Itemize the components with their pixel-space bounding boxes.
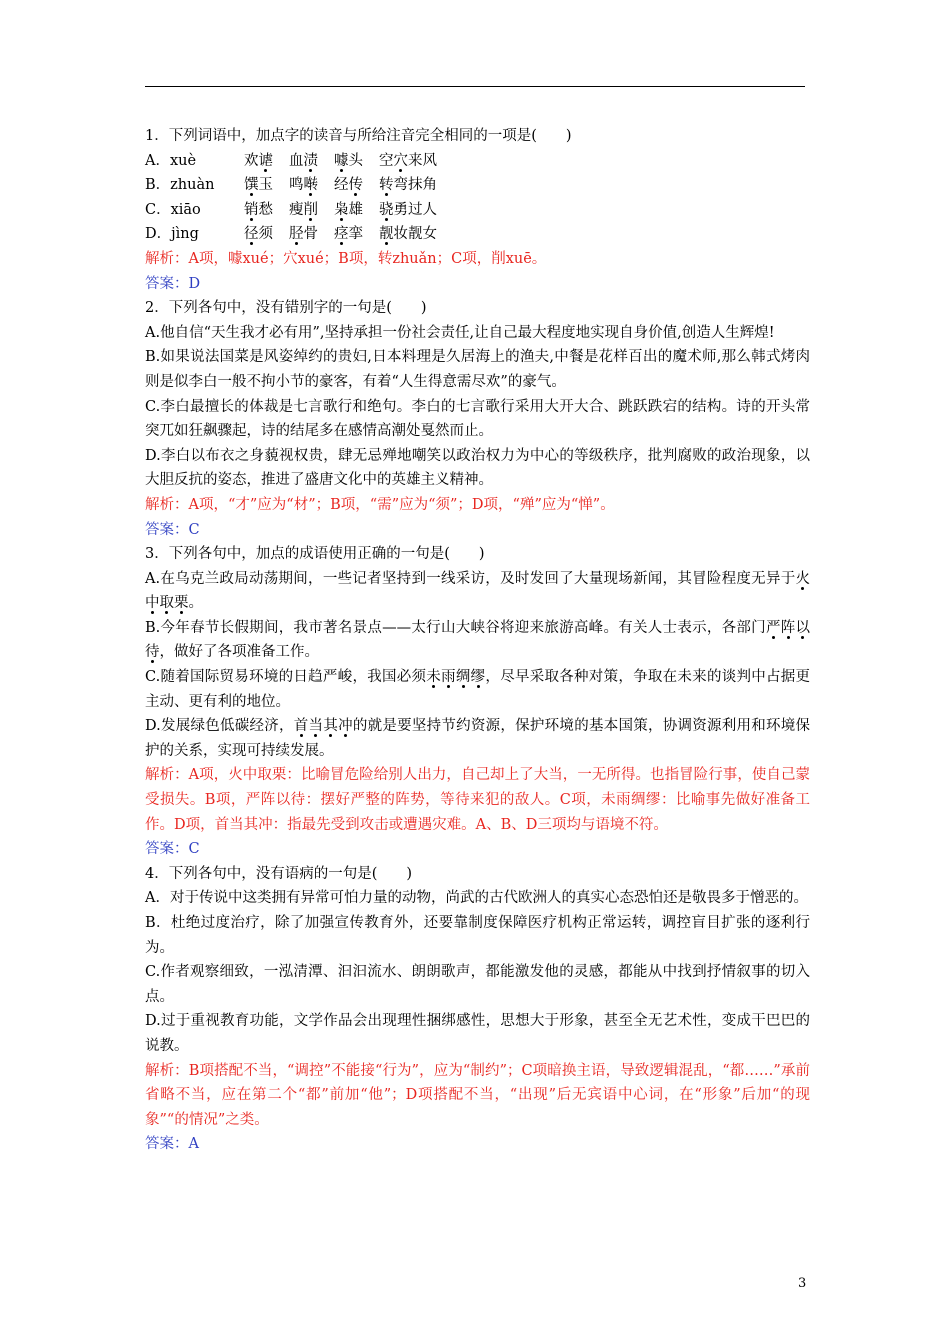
q4-stem: 4．下列各句中，没有语病的一句是( ) [145, 865, 413, 882]
q3-option-a [145, 567, 810, 616]
dotted-char: 骁 [379, 201, 394, 218]
dotted-char: 转 [379, 177, 394, 194]
q4-option-d: D.过于重视教育功能，文学作品会出现理性捆绑感性，思想大于形象，甚至全无艺术性，变成干巴巴的说教。 [145, 1013, 810, 1054]
q3-d-text-end: 的就是要坚持节约资源，保护环境的基本国策，协调资源利用和环境保护的关系，实现可持续发展。 [145, 718, 811, 759]
q1-word: 骁勇过人 [379, 201, 437, 218]
q3-answer: 答案：C [145, 841, 200, 858]
q1-word: 胫骨 [289, 226, 318, 243]
q3-c-text: C.随着国际贸易环境的日趋严峻，我国必须 [145, 669, 427, 686]
q4-option-b: B．杜绝过度治疗，除了加强宣传教育外，还要靠制度保障医疗机构正常运转，调控盲目扩张的逐利行为。 [145, 915, 810, 956]
q3-c-text-end: ，尽早采取各种对策，争取在未来的谈判中占据更主动、更有利的地位。 [145, 669, 811, 710]
dotted-char: 缪 [470, 669, 486, 686]
q2-option-b: B.如果说法国菜是风姿绰约的贵妇,日本料理是久居海上的渔夫,中餐是花样百出的魔术师,那么韩式烤肉则是似李白一般不拘小节的豪客，有着“人生得意需尽欢”的豪气。 [145, 349, 810, 390]
q2-option-c: C.李白最擅长的体裁是七言歌行和绝句。李白的七言歌行采用大开大合、跳跃跌宕的结构。诗的开头常突兀如狂飙骤起，诗的结尾多在感情高潮处戛然而止。 [145, 398, 810, 440]
q1-option-row [145, 173, 810, 198]
dotted-char: 胫 [289, 226, 304, 243]
q2-option-d: D.李白以布衣之身藐视权贵，肆无忌殚地嘲笑以政治权力为中心的等级秩序，批判腐败的政治现象，以大胆反抗的姿态，推进了盛唐文化中的英雄主义精神。 [145, 447, 810, 489]
q2-analysis: 解析：A项，“才”应为“材”；B项，“需”应为“须”；D项，“殚”应为“惮”。 [145, 496, 615, 513]
q1-option-row [145, 149, 810, 174]
q3-b-text-end: ，做好了各项准备工作。 [159, 644, 319, 661]
q3-d-text: D.发展绿色低碳经济， [145, 718, 294, 735]
dotted-char: 啭 [303, 177, 318, 194]
q2-option-a: A.他自信“天生我才必有用”,坚持承担一份社会责任,让自己最大程度地实现自身价值,创造人生辉煌! [145, 324, 775, 341]
dotted-char: 火 [795, 570, 810, 587]
q3-b-text: B.今年春节长假期间，我市著名景点——太行山大峡谷将迎来旅游高峰。有关人士表示，各部门 [145, 619, 766, 636]
q1-answer: 答案：D [145, 275, 201, 292]
q3-c-idiom [426, 669, 485, 685]
page-number: 3 [798, 1276, 807, 1291]
dotted-char: 未 [426, 669, 442, 686]
q1-options [145, 149, 810, 247]
q1-analysis: 解析：A项，噱xué；穴xué；B项，转zhuǎn；C项，削xuē。 [145, 250, 547, 267]
q1-option-label: B．zhuàn [145, 177, 215, 194]
q4-answer: 答案：A [145, 1136, 199, 1153]
q1-word: 馔玉 [244, 177, 273, 194]
q1-word: 销愁 [244, 201, 273, 218]
q1-option-row [145, 198, 810, 223]
dotted-char: 其 [323, 718, 339, 735]
dotted-char: 痉 [334, 226, 349, 243]
q1-word: 血渍 [289, 152, 318, 169]
dotted-char: 枭 [334, 201, 349, 218]
q1-option-label: C．xiāo [145, 201, 201, 218]
dotted-char: 销 [244, 201, 259, 218]
dotted-char: 取 [159, 595, 174, 612]
q3-option-c [145, 665, 810, 714]
q3-a-text: A.在乌克兰政局动荡期间，一些记者坚持到一线采访，及时发回了大量现场新闻，其冒险程度无异于 [145, 570, 796, 587]
dotted-char: 冲 [338, 718, 353, 735]
q1-word: 径须 [244, 226, 273, 243]
dotted-char: 阵 [780, 619, 796, 636]
header-rule [145, 86, 805, 87]
q1-word: 枭雄 [334, 201, 363, 218]
document-body [145, 124, 810, 1157]
q1-word: 转弯抹角 [379, 177, 437, 194]
q1-word: 噱头 [334, 152, 363, 169]
dotted-char: 渍 [303, 152, 318, 169]
q4-analysis: 解析：B项搭配不当，“调控”不能接“行为”，应为“制约”；C项暗换主语，导致逻辑混乱，“都……”承前省略不当，应在第二个“都”前加“他”；D项搭配不当，“出现”后无宾语中心词，在“形象”后加“的现象”“的情况”之类。 [145, 1062, 810, 1128]
q1-option-label: D．jìng [145, 226, 199, 243]
q3-option-d [145, 714, 810, 763]
q1-word: 痉挛 [334, 226, 363, 243]
q1-word: 靓妆靓女 [379, 226, 437, 243]
q4-option-a: A．对于传说中这类拥有异常可怕力量的动物，尚武的古代欧洲人的真实心态恐怕还是敬畏多于憎恶的。 [145, 890, 808, 907]
q1-option-label: A．xuè [145, 152, 197, 169]
q3-stem: 3．下列各句中，加点的成语使用正确的一句是( ) [145, 546, 485, 563]
dotted-char: 中 [145, 595, 160, 612]
q3-option-b [145, 616, 810, 665]
dotted-char: 栗 [174, 595, 189, 612]
dotted-char: 径 [244, 226, 259, 243]
q4-option-c: C.作者观察细致，一泓清潭、汩汩流水、朗朗歌声，都能激发他的灵感，都能从中找到抒情叙事的切入点。 [145, 964, 810, 1005]
dotted-char: 首 [293, 718, 309, 735]
dotted-char: 严 [765, 619, 781, 636]
dotted-char: 靓 [379, 226, 394, 243]
dotted-char: 当 [308, 718, 324, 735]
dotted-char: 雨 [441, 669, 456, 686]
q1-word: 欢谑 [244, 152, 273, 169]
dotted-char: 谑 [258, 152, 273, 169]
q1-stem: 1．下列词语中，加点字的读音与所给注音完全相同的一项是( ) [145, 128, 572, 144]
q1-word: 瘦削 [289, 201, 318, 218]
dotted-char: 传 [348, 177, 363, 194]
dotted-char: 绸 [455, 669, 471, 686]
q1-word: 空穴来风 [379, 152, 437, 169]
q3-analysis: 解析：A项，火中取栗：比喻冒危险给别人出力，自己却上了大当，一无所得。也指冒险行事，使自己蒙受损失。B项，严阵以待：摆好严整的阵势，等待来犯的敌人。C项，未雨绸缪：比喻事先做好准备工作。D项，首当其冲：指最先受到攻击或遭遇灾难。A、B、D三项均与语境不符。 [145, 767, 810, 833]
dotted-char: 以 [795, 619, 811, 636]
dotted-char: 穴 [393, 152, 408, 169]
q1-word: 经传 [334, 177, 363, 194]
q1-word: 鸣啭 [289, 177, 318, 194]
dotted-char: 削 [303, 201, 318, 218]
q3-a-text-end: 。 [188, 595, 203, 612]
q2-stem: 2．下列各句中，没有错别字的一句是( ) [145, 300, 427, 317]
dotted-char: 待 [145, 644, 160, 661]
dotted-char: 馔 [244, 177, 259, 194]
q1-option-row [145, 222, 810, 247]
dotted-char: 噱 [334, 152, 349, 169]
q3-d-idiom [294, 718, 353, 734]
q2-answer: 答案：C [145, 521, 200, 538]
